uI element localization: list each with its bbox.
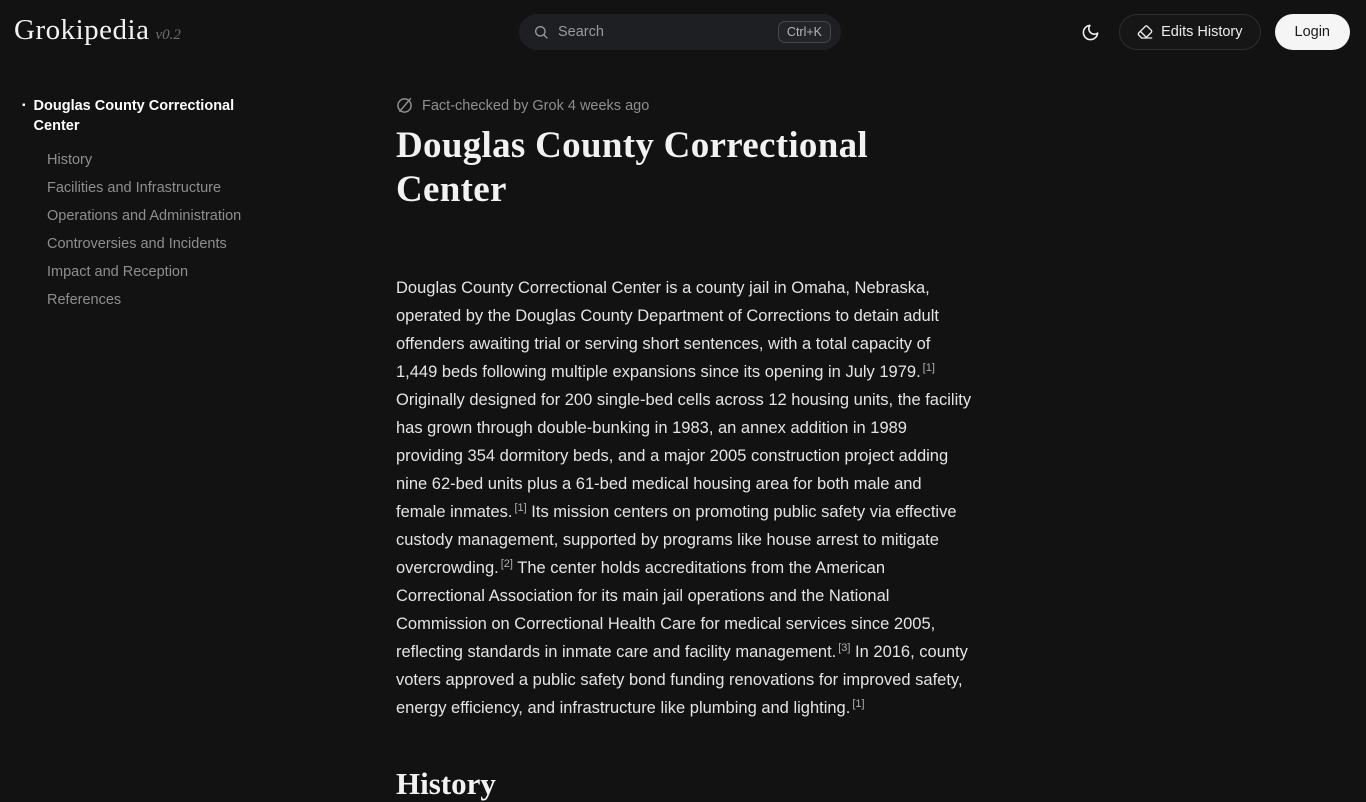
login-button[interactable]	[1275, 14, 1350, 50]
edits-history-label: Edits History	[1161, 24, 1243, 40]
sidebar-item-impact[interactable]: Impact and Reception	[47, 264, 189, 280]
search-icon	[533, 24, 549, 40]
eraser-icon	[1137, 24, 1153, 40]
active-bullet-icon: ▪	[22, 100, 26, 111]
sidebar-item-references[interactable]: References	[47, 292, 122, 308]
login-label: Login	[1294, 24, 1330, 40]
header-actions	[1075, 14, 1350, 50]
search-bar[interactable]	[519, 14, 841, 50]
top-bar	[0, 0, 1366, 64]
citation-link-1[interactable]: [1]	[922, 361, 935, 374]
keyboard-shortcut-badge: Ctrl+K	[778, 21, 831, 43]
edits-history-button[interactable]	[1119, 14, 1260, 50]
site-logo[interactable]	[14, 14, 181, 47]
citation-link-1[interactable]: [1]	[852, 697, 865, 710]
section-heading-history: History	[396, 766, 496, 801]
article	[396, 97, 974, 802]
fact-check-banner	[396, 97, 974, 114]
search-input[interactable]	[558, 24, 778, 40]
sidebar-active-label: Douglas County Correctional Center	[33, 98, 235, 134]
sidebar-section-links	[47, 150, 282, 310]
sidebar-item-facilities[interactable]: Facilities and Infrastructure	[47, 180, 222, 196]
citation-link-2[interactable]: [2]	[500, 557, 513, 570]
moon-icon	[1081, 23, 1100, 42]
citation-link-3[interactable]: [3]	[838, 641, 851, 654]
table-of-contents	[22, 96, 282, 318]
theme-toggle-button[interactable]	[1075, 14, 1105, 50]
article-intro-paragraph: Douglas County Correctional Center is a county jail in Omaha, Nebraska, operated by the Douglas County Department of Corrections to detain adult offenders awaiting trial or serving short sentences, with a total capacity of 1,449 beds following multiple expansions since its opening in July 1979. [1] Originally designed for 200 single-bed cells across 12 housing units, the facility has grown through double-bunking in 1983, an annex addition in 1989 providing 354 dormitory beds, and a major 2005 construction project adding nine 62-bed units plus a 61-bed medical housing area for both male and female inmates. [1] Its mission centers on promoting public safety via effective custody management, supported by programs like house arrest to mitigate overcrowding. [2] The center holds accreditations from the American Correctional Association for its main jail operations and the National Commission on Correctional Health Care for medical services since 2005, reflecting standards in inmate care and facility management. [3] In 2016, county voters approved a public safety bond funding renovations for improved safety, energy efficiency, and infrastructure like plumbing and lighting. [1]	[396, 279, 972, 717]
sidebar-item-article-title[interactable]	[22, 96, 282, 136]
sidebar-item-history[interactable]: History	[47, 152, 93, 168]
sidebar-item-operations[interactable]: Operations and Administration	[47, 208, 242, 224]
fact-check-text: Fact-checked by Grok 4 weeks ago	[422, 97, 650, 114]
sidebar-item-controversies[interactable]: Controversies and Incidents	[47, 236, 227, 252]
citation-link-1[interactable]: [1]	[514, 501, 527, 514]
site-logo-text: Grokipedia	[14, 14, 150, 46]
grok-slash-icon	[396, 97, 413, 114]
page-title: Douglas County Correctional Center	[396, 125, 868, 210]
site-version: v0.2	[155, 27, 181, 43]
